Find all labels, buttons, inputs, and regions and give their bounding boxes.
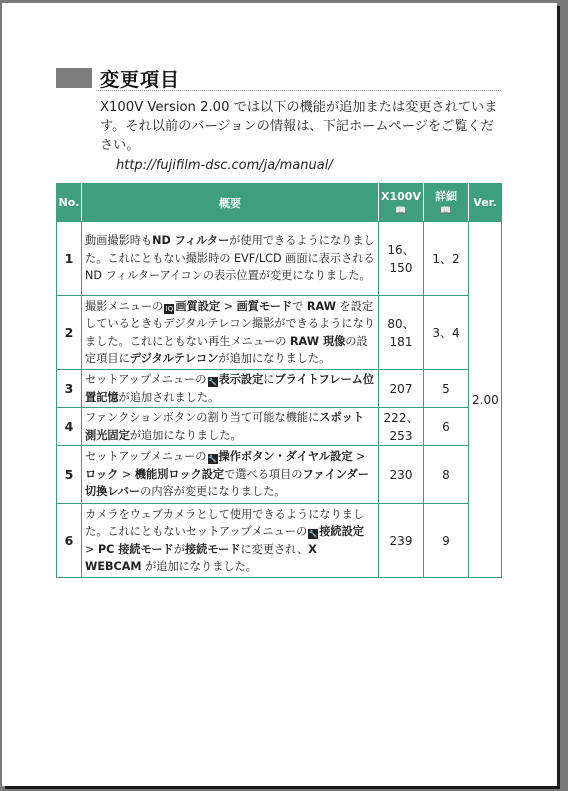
table-row [57,222,502,296]
summary-text: で選べる項目の [224,467,303,481]
heading-marker-bar [56,68,92,88]
changes-table [56,183,502,578]
menu-term: 接続モード [184,542,241,556]
row-summary [82,370,379,408]
summary-text: が使用できるようになりました。これにともない撮影時の EVF/LCD 画面に表示される ND フィルターアイコンの表示位置が変更になりました。 [85,234,375,283]
row-detail-pages: 6 [424,408,469,446]
menu-term: スポット測光固定 [85,411,365,442]
summary-text: に [263,373,275,387]
book-icon: 📖 [395,205,407,216]
wrench-icon: 🔧 [308,530,318,539]
row-summary [82,446,379,504]
summary-text: 撮影メニューの [85,299,164,313]
summary-text: が [173,542,185,556]
table-header-row [57,184,502,222]
header-ver: Ver. [469,184,502,222]
menu-term: 表示設定 [218,373,264,387]
menu-term: 操作ボタン・ダイヤル設定 [218,450,353,464]
summary-text: ファンクションボタンの割り当て可能な機能に [85,411,320,425]
table-row [57,408,502,446]
summary-text: に変更され、 [240,542,309,556]
section-heading [56,65,501,91]
book-icon: 📖 [440,205,452,216]
table-row [57,504,502,578]
row-detail-pages: 3、4 [424,296,469,370]
row-summary [82,296,379,370]
menu-term: RAW [306,299,336,313]
summary-text: を設定しているときもデジタルテレコン撮影ができるようになりました。これにともない再生メニューの [85,299,375,348]
row-number: 2 [57,296,82,370]
table-row [57,370,502,408]
menu-term: 接続設定 [319,525,364,539]
menu-term: デジタルテレコン [129,351,219,365]
summary-text: が追加されました。 [118,390,220,404]
table-row [57,446,502,504]
summary-text: が追加になりました。 [129,428,242,442]
summary-text: で [292,299,307,313]
row-manual-pages: 230 [379,446,424,504]
menu-term: 画質モード [236,299,293,313]
row-manual-pages: 207 [379,370,424,408]
summary-text: > [352,450,366,464]
header-detail [424,184,469,222]
row-summary [82,408,379,446]
menu-term: ロック [85,467,119,481]
row-number: 1 [57,222,82,296]
row-manual-pages: 222、253 [379,408,424,446]
summary-text: セットアップメニューの [85,450,207,464]
summary-text: の内容が変更になりました。 [140,485,286,499]
row-manual-pages: 80、181 [379,296,424,370]
row-summary [82,222,379,296]
header-no: No. [57,184,82,222]
summary-text: が追加になりました。 [218,351,331,365]
table-row [57,296,502,370]
summary-text: > [85,542,98,556]
row-number: 5 [57,446,82,504]
row-detail-pages: 8 [424,446,469,504]
menu-term: 画質設定 [175,299,221,313]
wrench-icon: 🔧 [208,455,217,464]
heading-rule [96,90,501,91]
menu-term: X WEBCAM [85,542,317,573]
intro-paragraph: X100V Version 2.00 では以下の機能が追加または変更されています。それ以前のバージョンの情報は、下記ホームページをご覧ください。 [100,100,498,153]
menu-term: PC 接続モード [97,542,174,556]
menu-term: 機能別ロック設定 [134,467,225,481]
row-detail-pages: 9 [424,504,469,578]
menu-term: ND フィルター [152,234,230,248]
section-title: 変更項目 [100,69,181,91]
manual-url-link[interactable]: http://fujifilm-dsc.com/ja/manual/ [116,158,333,173]
header-x100v [379,184,424,222]
row-number: 4 [57,408,82,446]
row-detail-pages: 1、2 [424,222,469,296]
row-summary [82,504,379,578]
summary-text: の設定項目に [85,334,368,365]
row-manual-pages: 16、150 [379,222,424,296]
menu-term: ファインダー切換レバー [85,467,369,499]
row-number: 6 [57,504,82,578]
header-summary: 概要 [82,184,379,222]
manual-page [2,3,557,786]
menu-term: ブライトフレーム位置記憶 [85,373,375,404]
summary-text: が追加になりました。 [141,559,257,573]
summary-text: 動画撮影時も [85,234,153,248]
summary-text: セットアップメニューの [85,373,207,387]
image-quality-icon: IQ [165,304,174,313]
row-number: 3 [57,370,82,408]
menu-term: RAW 現像 [289,334,346,348]
row-detail-pages: 5 [424,370,469,408]
header-detail-label: 詳細 [435,189,457,203]
summary-text: > [118,467,135,481]
header-x100v-label: X100V [381,189,421,203]
wrench-icon: 🔧 [208,378,217,387]
summary-text: カメラをウェブカメラとして使用できるようになりました。これにともないセットアップメニューの [85,507,365,539]
summary-text: > [220,299,237,313]
version-cell: 2.00 [469,222,502,578]
row-manual-pages: 239 [379,504,424,578]
